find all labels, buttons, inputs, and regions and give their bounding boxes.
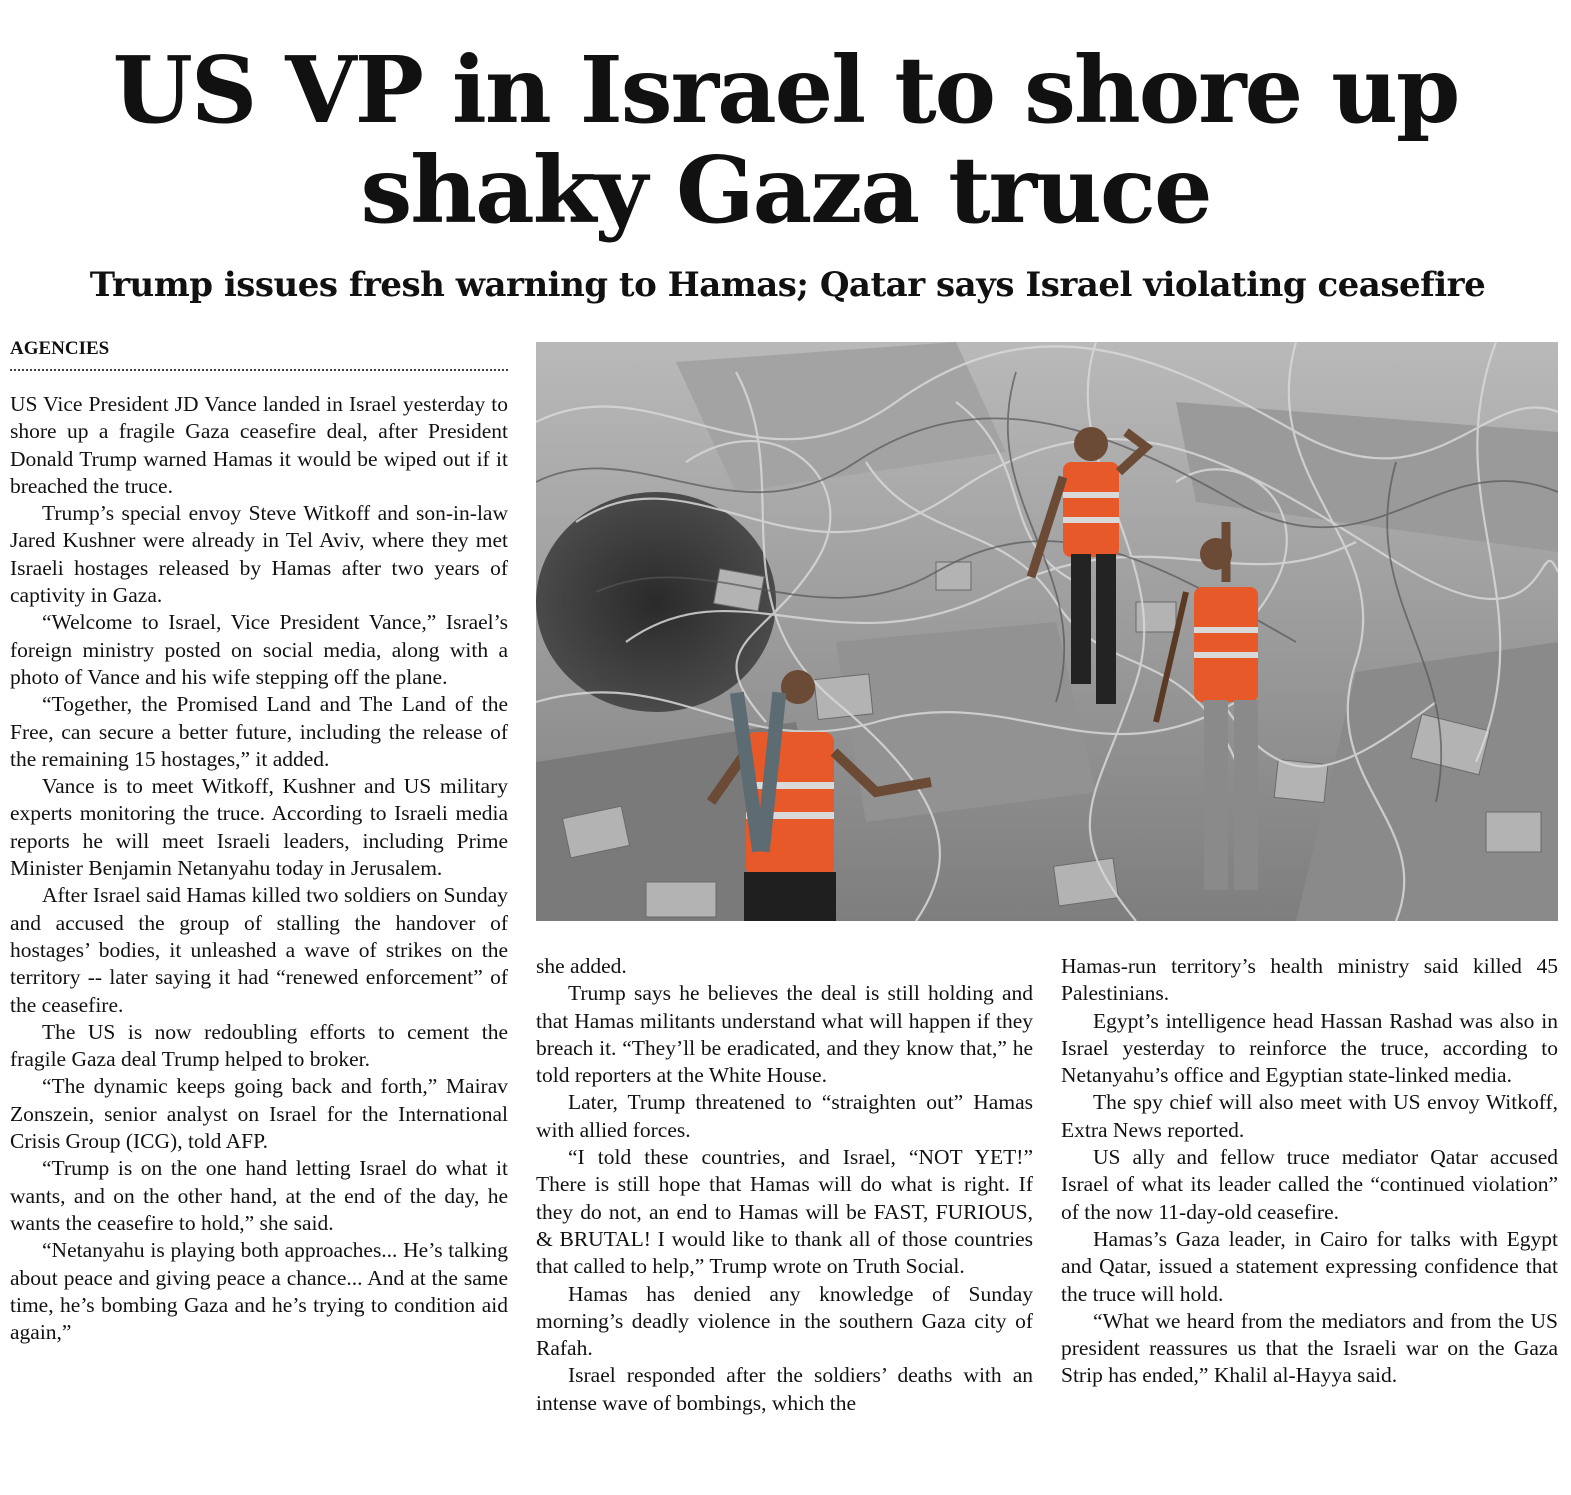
headline bbox=[0, 36, 1571, 244]
paragraph: US ally and fellow truce mediator Qatar accused Israel of what its leader called the “continued violation” of the now 11-day-old ceasefire. bbox=[1061, 1145, 1558, 1224]
paragraph: Egypt’s intelligence head Hassan Rashad was also in Israel yesterday to reinforce the truce, according to Netanyahu’s office and Egyptian state-linked media. bbox=[1061, 1008, 1558, 1088]
article-column-2 bbox=[536, 953, 1033, 1417]
paragraph: “What we heard from the mediators and from the US president reassures us that the Israeli war on the Gaza Strip has ended,” Khalil al-Hayya said. bbox=[1061, 1308, 1558, 1388]
paragraph: US Vice President JD Vance landed in Israel yesterday to shore up a fragile Gaza ceasefire deal, after President Donald Trump warned Hamas it would be wiped out if it breached the truce. bbox=[10, 392, 508, 498]
paragraph: Later, Trump threatened to “straighten out” Hamas with allied forces. bbox=[536, 1090, 1033, 1142]
paragraph: Hamas has denied any knowledge of Sunday morning’s deadly violence in the southern Gaza city of Rafah. bbox=[536, 1281, 1033, 1361]
rescue-workers-rubble-photo bbox=[536, 342, 1558, 921]
paragraph: The spy chief will also meet with US envoy Witkoff, Extra News reported. bbox=[1061, 1090, 1558, 1142]
headline-line-1: US VP in Israel to shore up bbox=[112, 36, 1459, 144]
paragraph: Vance is to meet Witkoff, Kushner and US military experts monitoring the truce. According to Israeli media reports he will meet Israeli leaders, including Prime Minister Benjamin Netanyahu today in Jerusalem. bbox=[10, 774, 508, 881]
byline: AGENCIES bbox=[10, 337, 508, 371]
news-photo bbox=[536, 342, 1558, 921]
paragraph: “The dynamic keeps going back and forth,” Mairav Zonszein, senior analyst on Israel for the International Crisis Group (ICG), told AFP. bbox=[10, 1074, 508, 1154]
paragraph: she added. bbox=[536, 954, 627, 978]
paragraph: Israel responded after the soldiers’ deaths with an intense wave of bombings, which the bbox=[536, 1363, 1033, 1415]
paragraph: After Israel said Hamas killed two soldiers on Sunday and accused the group of stalling the handover of hostages’ bodies, it unleashed a wave of strikes on the territory -- later saying it had “renewed enforcement” of the ceasefire. bbox=[10, 883, 508, 1017]
paragraph: “Netanyahu is playing both approaches... He’s talking about peace and giving peace a chance... And at the same time, he’s bombing Gaza and he’s trying to condition aid again,” bbox=[10, 1238, 508, 1345]
paragraph: Hamas’s Gaza leader, in Cairo for talks with Egypt and Qatar, issued a statement expressing confidence that the truce will hold. bbox=[1061, 1226, 1558, 1306]
paragraph: “Together, the Promised Land and The Land of the Free, can secure a better future, including the release of the remaining 15 hostages,” it added. bbox=[10, 692, 508, 771]
paragraph: Trump says he believes the deal is still holding and that Hamas militants understand what will happen if they breach it. “They’ll be eradicated, and they know that,” he told reporters at the White House. bbox=[536, 981, 1033, 1088]
article-column-3 bbox=[1061, 953, 1558, 1390]
headline-line-2: shaky Gaza truce bbox=[360, 136, 1211, 244]
paragraph: “I told these countries, and Israel, “NOT YET!” There is still hope that Hamas will do what is right. If they do not, an end to Hamas will be FAST, FURIOUS, & BRUTAL! I would like to thank all of those countries that called to help,” Trump wrote on Truth Social. bbox=[536, 1145, 1033, 1279]
paragraph: Trump’s special envoy Steve Witkoff and son-in-law Jared Kushner were already in Tel Aviv, where they met Israeli hostages released by Hamas after two years of captivity in Gaza. bbox=[10, 501, 508, 608]
paragraph: The US is now redoubling efforts to cement the fragile Gaza deal Trump helped to broker. bbox=[10, 1019, 508, 1072]
article-column-1 bbox=[10, 391, 508, 1346]
subheadline: Trump issues fresh warning to Hamas; Qatar says Israel violating ceasefire bbox=[89, 265, 1486, 305]
paragraph: “Trump is on the one hand letting Israel do what it wants, and on the other hand, at the end of the day, he wants the ceasefire to hold,” she said. bbox=[10, 1156, 508, 1235]
paragraph: Hamas-run territory’s health ministry said killed 45 Palestinians. bbox=[1061, 954, 1558, 1006]
paragraph: “Welcome to Israel, Vice President Vance,” Israel’s foreign ministry posted on social media, along with a photo of Vance and his wife stepping off the plane. bbox=[10, 610, 508, 689]
